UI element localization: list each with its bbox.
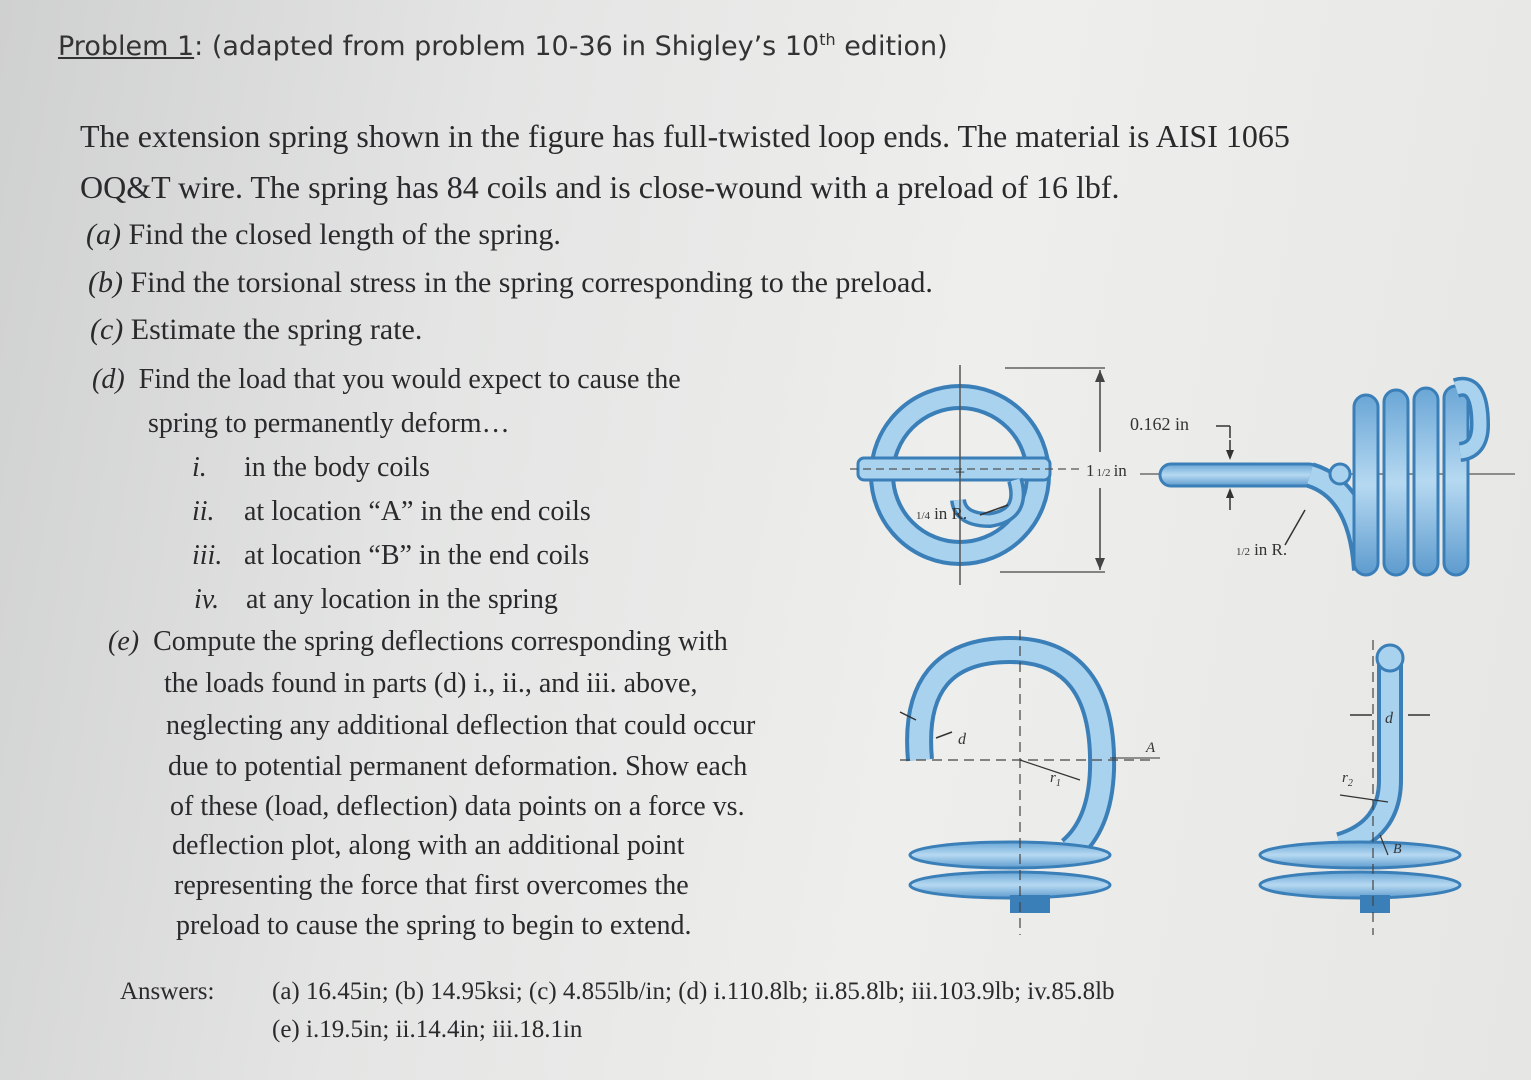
answers-line-2: (e) i.19.5in; ii.14.4in; iii.18.1in (272, 1016, 583, 1043)
statement-line-2: OQ&T wire. The spring has 84 coils and is close-wound with a preload of 16 lbf. (80, 169, 1120, 205)
spring-side-view (1140, 386, 1515, 575)
part-d-sub-i (192, 452, 430, 484)
height-label: 1 1/2 in (1086, 461, 1127, 480)
sub-num: iii. (192, 540, 223, 571)
half-radius-label: 1/2 in R. (1236, 540, 1288, 559)
part-c (90, 313, 422, 347)
sub-text: in the body coils (244, 452, 430, 483)
statement-line-1: The extension spring shown in the figure has full-twisted loop ends. The material is AISI 1065 (80, 118, 1290, 154)
part-d-sub-iv (194, 584, 558, 616)
answers-label: Answers: (120, 978, 215, 1005)
part-c-text: Estimate the spring rate. (130, 313, 423, 346)
sub-text: at location “A” in the end coils (244, 496, 591, 527)
part-e-line: representing the force that first overcomes the (174, 870, 689, 901)
part-d-line-1: Find the load that you would expect to cause the (138, 364, 681, 395)
part-a (86, 218, 561, 252)
part-e (108, 626, 728, 658)
part-a-text: Find the closed length of the spring. (128, 218, 561, 251)
svg-text:+: + (955, 462, 966, 482)
part-a-label: (a) (86, 218, 121, 251)
part-d-label: (d) (92, 364, 125, 395)
part-e-line: of these (load, deflection) data points on a force vs. (170, 791, 745, 822)
label-r1: $r_1$ (1050, 770, 1061, 789)
label-r2: $r_2$ (1342, 770, 1353, 789)
part-e-line: neglecting any additional deflection that could occur (166, 710, 756, 741)
part-e-line: deflection plot, along with an additional point (172, 830, 685, 861)
part-d-sub-ii (192, 496, 591, 528)
quarter-radius-label: 1/4 in R. (916, 504, 968, 523)
sub-num: ii. (192, 496, 215, 527)
problem-label: Problem 1 (58, 31, 195, 62)
answers-line-1: (a) 16.45in; (b) 14.95ksi; (c) 4.855lb/in; (d) i.110.8lb; ii.85.8lb; iii.103.9lb; iv.85.8lb (272, 978, 1115, 1005)
wire-diameter-label: 0.162 in (1130, 414, 1190, 434)
part-d-sub-iii (192, 540, 589, 572)
sub-text: at any location in the spring (246, 584, 558, 615)
problem-source-sup: th (819, 30, 836, 49)
part-c-label: (c) (90, 313, 124, 346)
sub-num: iv. (194, 584, 220, 615)
label-d-2: d (1385, 710, 1393, 727)
spring-figure (840, 340, 1520, 940)
part-e-label: (e) (108, 626, 140, 657)
label-a: A (1146, 740, 1156, 756)
part-b (88, 266, 933, 300)
part-e-line: Compute the spring deflections corresponding with (153, 626, 728, 657)
problem-source-end: edition) (835, 31, 948, 62)
hook-detail-a (900, 630, 1160, 935)
label-b: B (1393, 842, 1402, 857)
part-e-line: preload to cause the spring to begin to extend. (176, 910, 692, 941)
problem-source: : (adapted from problem 10-36 in Shigley’s 10 (194, 31, 820, 62)
hook-detail-b (1260, 640, 1460, 935)
part-d (92, 364, 681, 396)
part-e-line: due to potential permanent deformation. Show each (168, 751, 748, 782)
sub-text: at location “B” in the end coils (244, 540, 590, 571)
loop-end-view (850, 365, 1080, 585)
part-d-line-2: spring to permanently deform… (148, 408, 510, 439)
part-e-line: the loads found in parts (d) i., ii., and iii. above, (164, 668, 698, 699)
sub-num: i. (192, 452, 207, 483)
problem-title (58, 30, 948, 62)
part-b-label: (b) (88, 266, 123, 299)
part-b-text: Find the torsional stress in the spring corresponding to the preload. (130, 266, 933, 299)
label-d-1: d (958, 731, 966, 748)
